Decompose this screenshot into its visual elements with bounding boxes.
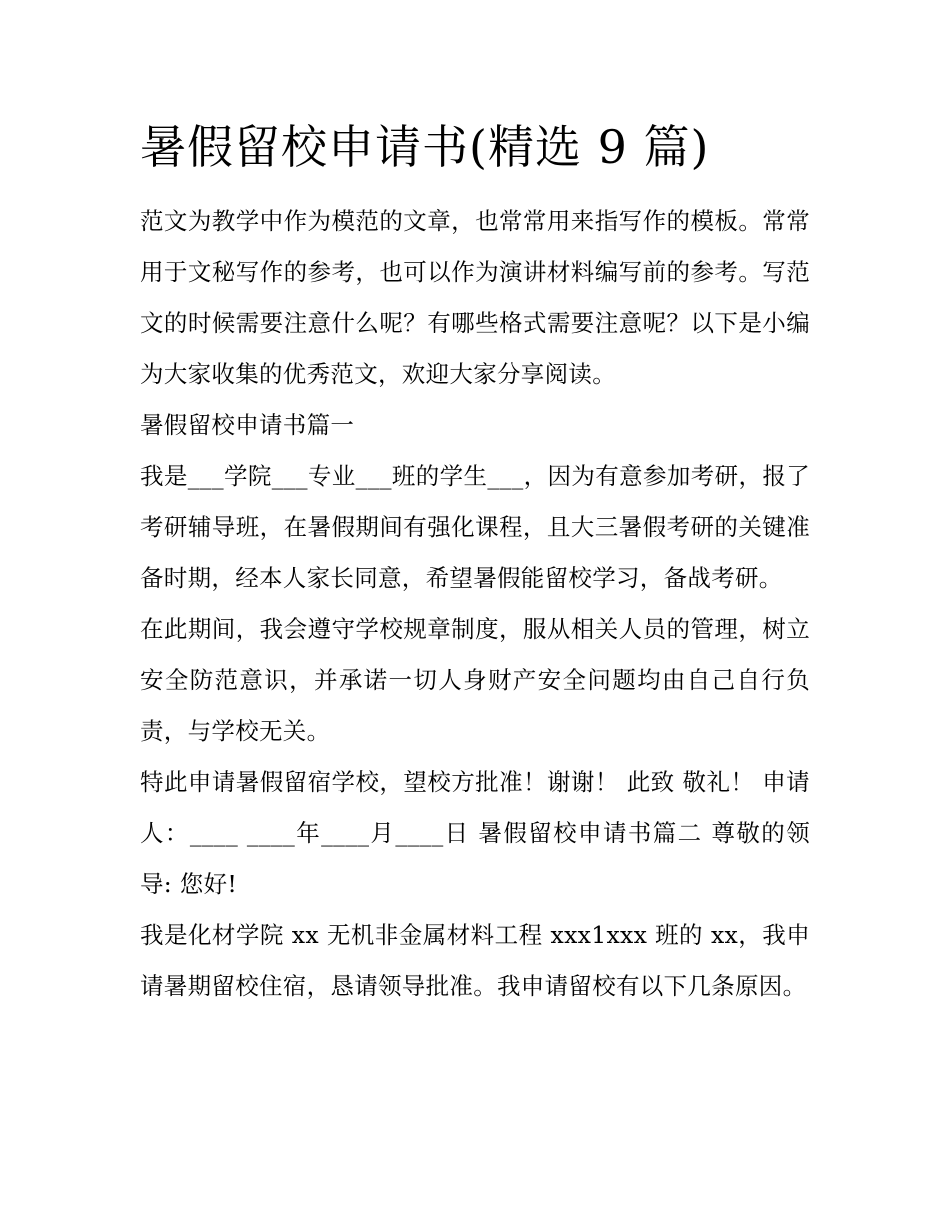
document-page bbox=[140, 112, 810, 1012]
body-paragraph: 我是___学院___专业___班的学生___，因为有意参加考研，报了考研辅导班，在暑假期间有强化课程，且大三暑假考研的关键准备时期，经本人家长同意，希望暑假能留校学习，备战考研。 bbox=[140, 462, 810, 592]
body-paragraph: 在此期间，我会遵守学校规章制度，服从相关人员的管理，树立安全防范意识，并承诺一切人身财产安全问题均由自己自行负责，与学校无关。 bbox=[140, 615, 810, 745]
body-paragraph: 我是化材学院 xx 无机非金属材料工程 xxx1xxx 班的 xx，我申请暑期留校住宿，恳请领导批准。我申请留校有以下几条原因。 bbox=[140, 921, 810, 1000]
section-heading-1: 暑假留校申请书篇一 bbox=[140, 411, 355, 439]
body-paragraph: 特此申请暑假留宿学校，望校方批准！谢谢！ 此致 敬礼！ 申请人：____ ____年____月____日 暑假留校申请书篇二 尊敬的领导: 您好! bbox=[140, 768, 810, 898]
document-title: 暑假留校申请书(精选 9 篇) bbox=[140, 120, 710, 174]
intro-paragraph: 范文为教学中作为模范的文章，也常常用来指写作的模板。常常用于文秘写作的参考，也可以作为演讲材料编写前的参考。写范文的时候需要注意什么呢？有哪些格式需要注意呢？以下是小编为大家收集的优秀范文，欢迎大家分享阅读。 bbox=[140, 207, 810, 388]
